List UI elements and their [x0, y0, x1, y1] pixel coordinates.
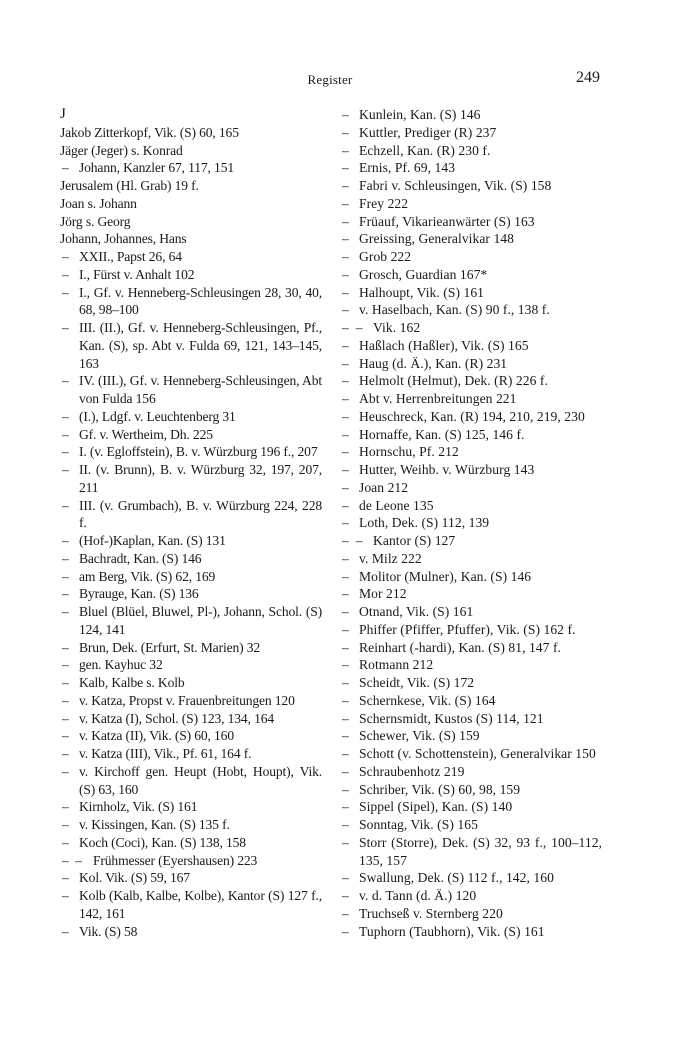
index-subentry: – Sonntag, Vik. (S) 165 [340, 816, 602, 834]
index-subentry: – Früauf, Vikarieanwärter (S) 163 [340, 213, 602, 231]
index-entry: Jakob Zitterkopf, Vik. (S) 60, 165 [60, 124, 239, 140]
index-subentry: – v. Katza (I), Schol. (S) 123, 134, 164 [60, 710, 322, 728]
index-subentry: – II. (v. Brunn), B. v. Würzburg 32, 197, 207, 211 [60, 461, 322, 497]
index-entry: Jäger (Jeger) s. Konrad [60, 142, 183, 158]
index-subentry: – Kunlein, Kan. (S) 146 [340, 106, 602, 124]
index-subentry: – – Kantor (S) 127 [340, 532, 602, 550]
page-header [60, 69, 600, 94]
index-subentry: – Kirnholz, Vik. (S) 161 [60, 798, 322, 816]
section-letter: J [60, 106, 66, 122]
index-subentry: – Johann, Kanzler 67, 117, 151 [60, 159, 322, 177]
index-subentry: – Hornschu, Pf. 212 [340, 443, 602, 461]
index-subentry: – v. Kirchoff gen. Heupt (Hobt, Houpt), Vik. (S) 63, 160 [60, 763, 322, 799]
index-subentry: – Scheidt, Vik. (S) 172 [340, 674, 602, 692]
index-subentry: – I., Fürst v. Anhalt 102 [60, 266, 322, 284]
index-subentry: – Rotmann 212 [340, 656, 602, 674]
index-subentry: – Mor 212 [340, 585, 602, 603]
index-column-right [340, 106, 602, 940]
index-subentry: – Fabri v. Schleusingen, Vik. (S) 158 [340, 177, 602, 195]
index-subentry: – Schernsmidt, Kustos (S) 114, 121 [340, 710, 602, 728]
index-subentry: – Hornaffe, Kan. (S) 125, 146 f. [340, 426, 602, 444]
index-subentry: – Schewer, Vik. (S) 159 [340, 727, 602, 745]
index-subentry: – Kalb, Kalbe s. Kolb [60, 674, 322, 692]
index-subentry: – III. (v. Grumbach), B. v. Würzburg 224, 228 f. [60, 497, 322, 533]
index-subentry: – Joan 212 [340, 479, 602, 497]
index-subentry: – v. d. Tann (d. Ä.) 120 [340, 887, 602, 905]
index-subentry: – III. (II.), Gf. v. Henneberg-Schleusingen, Pf., Kan. (S), sp. Abt v. Fulda 69, 121, 143–145, 163 [60, 319, 322, 372]
index-subentry: – Gf. v. Wertheim, Dh. 225 [60, 426, 322, 444]
index-subentry: – Loth, Dek. (S) 112, 139 [340, 514, 602, 532]
running-title: Register [307, 72, 353, 87]
index-subentry: – Otnand, Vik. (S) 161 [340, 603, 602, 621]
index-subentry: – Schott (v. Schottenstein), Generalvikar 150 [340, 745, 602, 763]
index-subentry: – Byrauge, Kan. (S) 136 [60, 585, 322, 603]
index-subentry: – Sippel (Sipel), Kan. (S) 140 [340, 798, 602, 816]
index-subentry: – Bluel (Blüel, Bluwel, Pl-), Johann, Schol. (S) 124, 141 [60, 603, 322, 639]
index-subentry: – de Leone 135 [340, 497, 602, 515]
index-subentry: – Echzell, Kan. (R) 230 f. [340, 142, 602, 160]
index-subentry: – I., Gf. v. Henneberg-Schleusingen 28, 30, 40, 68, 98–100 [60, 284, 322, 320]
index-subentry: – Kol. Vik. (S) 59, 167 [60, 869, 322, 887]
index-entry: Joan s. Johann [60, 195, 137, 211]
index-subentry: – Haßlach (Haßler), Vik. (S) 165 [340, 337, 602, 355]
index-subentry: – Greissing, Generalvikar 148 [340, 230, 602, 248]
index-subentry: – Grob 222 [340, 248, 602, 266]
index-subentry: – Molitor (Mulner), Kan. (S) 146 [340, 568, 602, 586]
index-subentry: – Swallung, Dek. (S) 112 f., 142, 160 [340, 869, 602, 887]
index-subentry: – Truchseß v. Sternberg 220 [340, 905, 602, 923]
index-subentry: – am Berg, Vik. (S) 62, 169 [60, 568, 322, 586]
index-subentry: – v. Katza (III), Vik., Pf. 61, 164 f. [60, 745, 322, 763]
index-subentry: – – Vik. 162 [340, 319, 602, 337]
index-subentry: – Tuphorn (Taubhorn), Vik. (S) 161 [340, 923, 602, 941]
index-subentry: – Helmolt (Helmut), Dek. (R) 226 f. [340, 372, 602, 390]
index-subentry: – IV. (III.), Gf. v. Henneberg-Schleusingen, Abt von Fulda 156 [60, 372, 322, 408]
index-subentry: – v. Haselbach, Kan. (S) 90 f., 138 f. [340, 301, 602, 319]
index-subentry: – v. Kissingen, Kan. (S) 135 f. [60, 816, 322, 834]
index-entry: Jerusalem (Hl. Grab) 19 f. [60, 178, 199, 193]
index-subentry: – Koch (Coci), Kan. (S) 138, 158 [60, 834, 322, 852]
index-subentry: – Reinhart (-hardi), Kan. (S) 81, 147 f. [340, 639, 602, 657]
index-subentry: – Schriber, Vik. (S) 60, 98, 159 [340, 781, 602, 799]
index-subentry: – Halhoupt, Vik. (S) 161 [340, 284, 602, 302]
index-entry: Jörg s. Georg [60, 213, 131, 229]
index-subentry: – Hutter, Weihb. v. Würzburg 143 [340, 461, 602, 479]
index-subentry: – v. Katza (II), Vik. (S) 60, 160 [60, 727, 322, 745]
index-subentry: – Kolb (Kalb, Kalbe, Kolbe), Kantor (S) 127 f., 142, 161 [60, 887, 322, 923]
index-subentry: – Frey 222 [340, 195, 602, 213]
index-subentry: – Abt v. Herrenbreitungen 221 [340, 390, 602, 408]
index-subentry: – Storr (Storre), Dek. (S) 32, 93 f., 100–112, 135, 157 [340, 834, 602, 870]
index-subentry: – Schernkese, Vik. (S) 164 [340, 692, 602, 710]
index-subentry: – – Frühmesser (Eyershausen) 223 [60, 852, 322, 870]
index-column-left [60, 106, 322, 940]
index-entry: Johann, Johannes, Hans [60, 231, 187, 247]
page-number: 249 [576, 69, 600, 86]
index-subentry: – (I.), Ldgf. v. Leuchtenberg 31 [60, 408, 322, 426]
index-subentry: – (Hof-)Kaplan, Kan. (S) 131 [60, 532, 322, 550]
index-subentry: – Bachradt, Kan. (S) 146 [60, 550, 322, 568]
index-subentry: – Grosch, Guardian 167* [340, 266, 602, 284]
index-subentry: – v. Katza, Propst v. Frauenbreitungen 120 [60, 692, 322, 710]
index-subentry: – Vik. (S) 58 [60, 923, 322, 941]
index-subentry: – v. Milz 222 [340, 550, 602, 568]
index-subentry: – Phiffer (Pfiffer, Pfuffer), Vik. (S) 162 f. [340, 621, 602, 639]
index-subentry: – I. (v. Egloffstein), B. v. Würzburg 196 f., 207 [60, 443, 322, 461]
index-subentry: – Schraubenhotz 219 [340, 763, 602, 781]
index-subentry: – gen. Kayhuc 32 [60, 656, 322, 674]
index-subentry: – Heuschreck, Kan. (R) 194, 210, 219, 230 [340, 408, 602, 426]
index-subentry: – Haug (d. Ä.), Kan. (R) 231 [340, 355, 602, 373]
index-subentry: – Ernis, Pf. 69, 143 [340, 159, 602, 177]
index-subentry: – Kuttler, Prediger (R) 237 [340, 124, 602, 142]
index-subentry: – XXII., Papst 26, 64 [60, 248, 322, 266]
index-subentry: – Brun, Dek. (Erfurt, St. Marien) 32 [60, 639, 322, 657]
